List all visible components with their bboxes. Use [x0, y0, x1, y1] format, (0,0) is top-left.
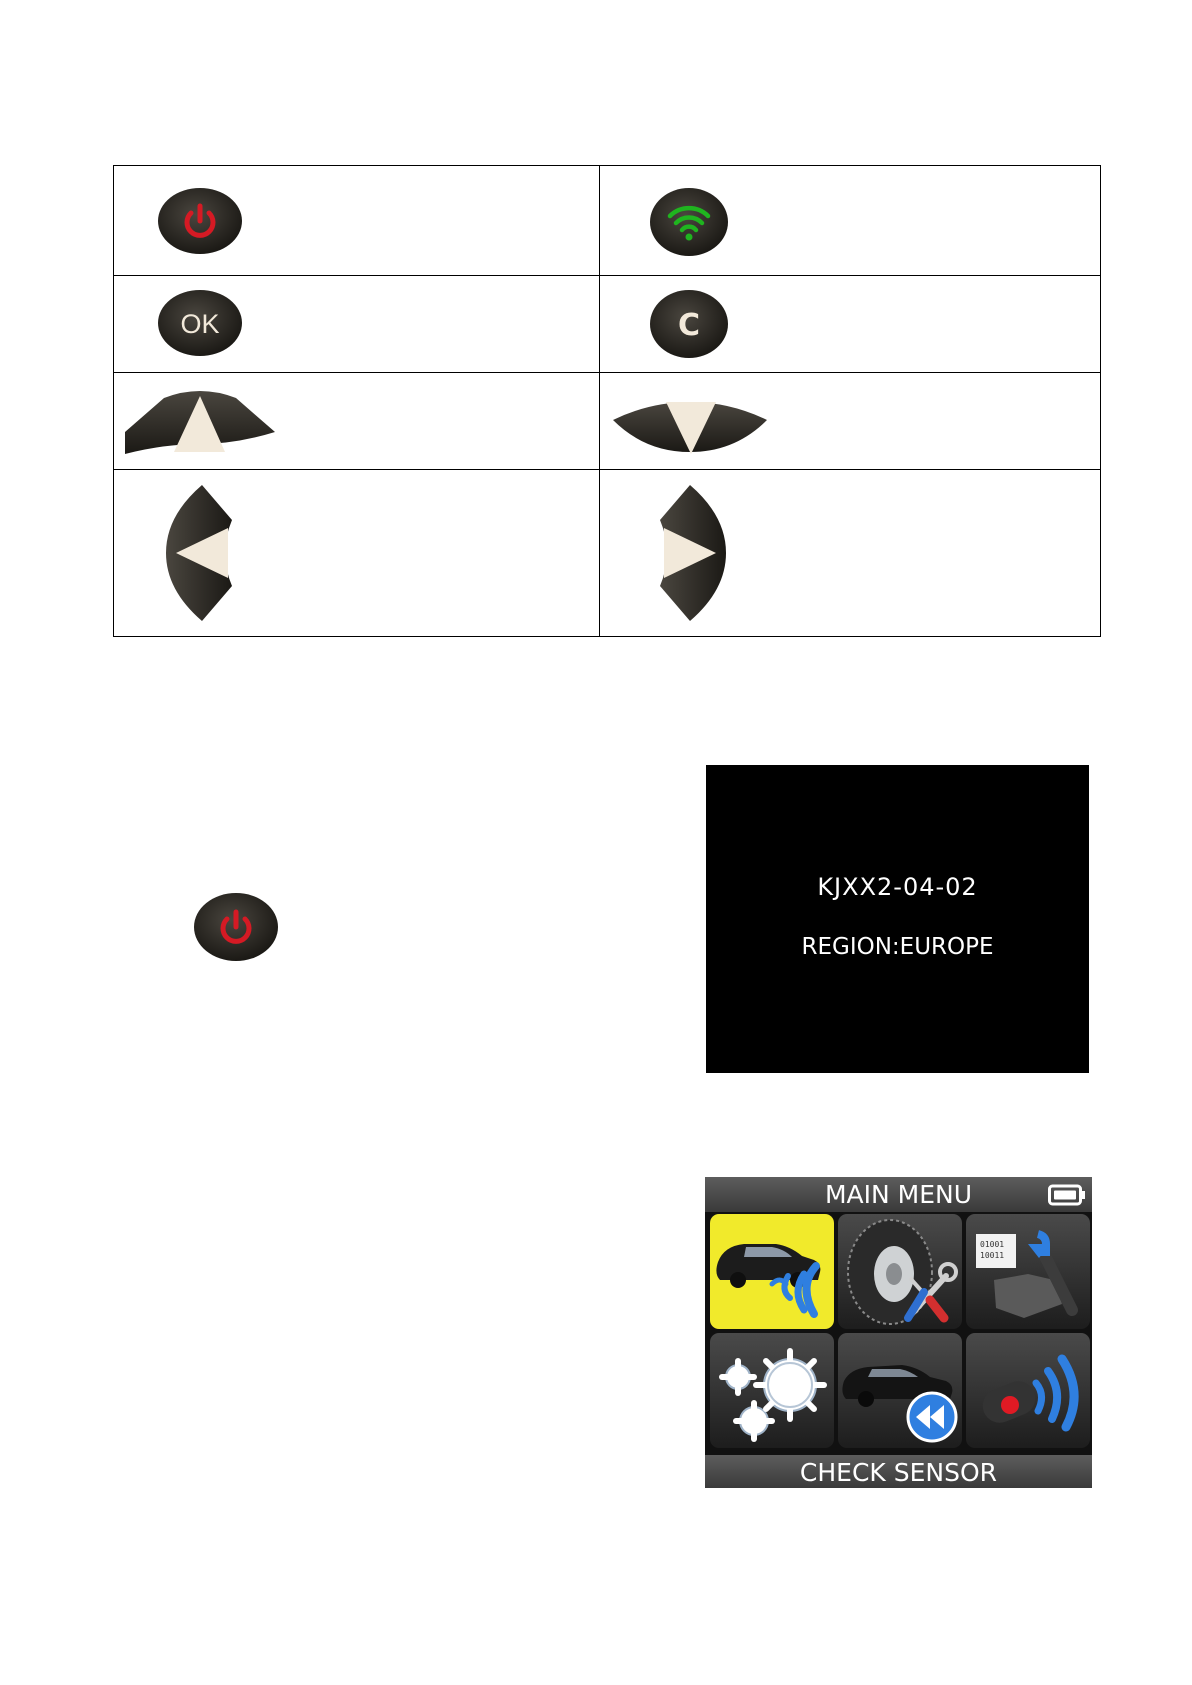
down-arrow-key-icon — [610, 384, 770, 460]
keys-table — [113, 165, 1101, 637]
keyfob-test-icon — [966, 1333, 1090, 1448]
menu-tile-service-tools[interactable] — [838, 1214, 962, 1329]
test-key-icon — [648, 186, 730, 258]
menu-tile-check-sensor[interactable] — [710, 1214, 834, 1329]
left-key-cell — [114, 470, 600, 637]
ok-key-icon — [156, 288, 244, 358]
program-sensor-icon — [966, 1214, 1090, 1329]
region-label: REGION:EUROPE — [801, 934, 994, 960]
power-key-icon — [192, 891, 280, 963]
vehicle-history-icon — [838, 1333, 962, 1448]
selected-item-label: CHECK SENSOR — [705, 1455, 1092, 1488]
cancel-key-icon — [648, 288, 730, 360]
right-arrow-key-icon — [652, 482, 728, 624]
down-key-cell — [600, 373, 1101, 470]
svg-text:01001: 01001 — [980, 1240, 1005, 1249]
menu-title: MAIN MENU — [824, 1180, 973, 1209]
settings-gears-icon — [710, 1333, 834, 1448]
ok-key-cell — [114, 276, 600, 373]
cancel-key-cell — [600, 276, 1101, 373]
startup-screen — [706, 765, 1089, 1073]
battery-icon — [1048, 1184, 1086, 1206]
power-key-icon — [156, 186, 244, 256]
right-key-cell — [600, 470, 1101, 637]
check-sensor-icon — [710, 1214, 834, 1329]
service-tools-icon — [838, 1214, 962, 1329]
menu-tile-keyfob[interactable] — [966, 1333, 1090, 1448]
menu-title-bar — [705, 1177, 1092, 1212]
menu-tile-vehicle-history[interactable] — [838, 1333, 962, 1448]
left-arrow-key-icon — [164, 482, 240, 624]
up-key-cell — [114, 373, 600, 470]
up-arrow-key-icon — [122, 384, 278, 460]
svg-text:10011: 10011 — [980, 1251, 1005, 1260]
firmware-version: KJXX2-04-02 — [817, 873, 978, 901]
cancel-key-label: C — [677, 308, 701, 343]
menu-tile-settings[interactable] — [710, 1333, 834, 1448]
power-key-cell — [114, 166, 600, 276]
menu-tile-program-sensor[interactable] — [966, 1214, 1090, 1329]
ok-key-label: OK — [180, 309, 220, 339]
test-key-cell — [600, 166, 1101, 276]
main-menu-screen — [705, 1177, 1092, 1488]
